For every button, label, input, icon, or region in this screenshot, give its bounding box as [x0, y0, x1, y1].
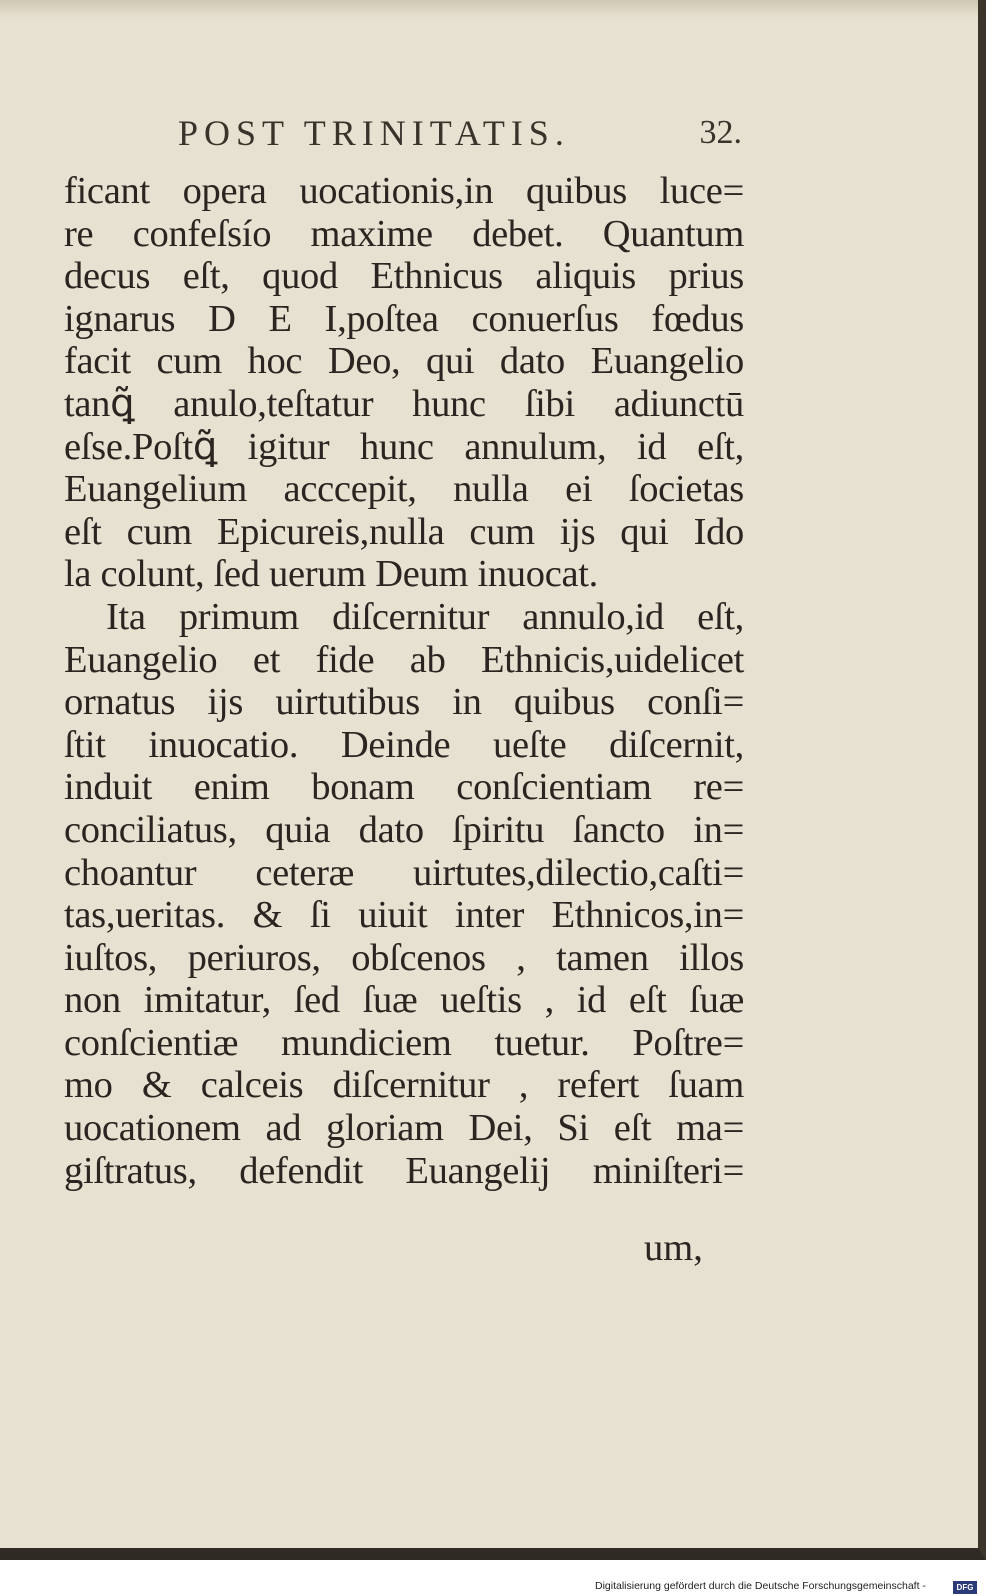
digitization-credit: Digitalisierung gefördert durch die Deutsche Forschungsgemeinschaft - [595, 1580, 926, 1592]
text-line: eſse.Poſtꝗ̃ igitur hunc annulum, id eſt, [64, 425, 744, 468]
text-line: facit cum hoc Deo, qui dato Euangelio [64, 340, 744, 383]
text-line: conſcientiæ mundiciem tuetur. Poſtre= [64, 1021, 744, 1064]
text-line: ſtit inuocatio. Deinde ueſte diſcernit, [64, 723, 744, 766]
text-line: tanꝗ̃ anulo,teſtatur hunc ſibi adiunctū [64, 382, 744, 425]
page-top-edge [0, 0, 986, 18]
text-line: mo & calceis diſcernitur , refert ſuam [64, 1064, 744, 1107]
text-line: decus eſt, quod Ethnicus aliquis prius [64, 255, 744, 298]
page-number: 32. [699, 114, 742, 151]
text-line: choantur ceteræ uirtutes,dilectio,caſti= [64, 851, 744, 894]
catchword: um, [644, 1227, 703, 1269]
text-line: tas,ueritas. & ſi uiuit inter Ethnicos,in= [64, 894, 744, 937]
text-line: Euangelio et fide ab Ethnicis,uidelicet [64, 638, 744, 681]
paragraph-first-line: Ita primum diſcernitur annulo,id eſt, [106, 595, 744, 638]
text-line: induit enim bonam conſcientiam re= [64, 766, 744, 809]
page-header [178, 112, 742, 162]
text-line: giſtratus, defendit Euangelij miniſteri= [64, 1149, 744, 1192]
text-line: Euangelium acccepit, nulla ei ſocietas [64, 468, 744, 511]
text-line: conciliatus, quia dato ſpiritu ſancto in= [64, 808, 744, 851]
text-line: re confeſsío maxime debet. Quantum [64, 212, 744, 255]
text-line: la colunt, ſed uerum Deum inuocat. [64, 553, 598, 596]
text-line: uocationem ad gloriam Dei, Si eſt ma= [64, 1107, 744, 1150]
text-line: non imitatur, ſed ſuæ ueſtis , id eſt ſuæ [64, 979, 744, 1022]
text-line: iuſtos, periuros, obſcenos , tamen illos [64, 936, 744, 979]
text-line: ornatus ijs uirtutibus in quibus conſi= [64, 681, 744, 724]
text-line: ficant opera uocationis,in quibus luce= [64, 170, 744, 212]
text-line: ignarus D E I,poſtea conuerſus fœdus [64, 297, 744, 340]
text-line: eſt cum Epicureis,nulla cum ijs qui Ido [64, 510, 744, 553]
body-text [64, 170, 744, 1192]
running-head: POST TRINITATIS. [178, 113, 570, 153]
dfg-logo: DFG [953, 1581, 977, 1594]
